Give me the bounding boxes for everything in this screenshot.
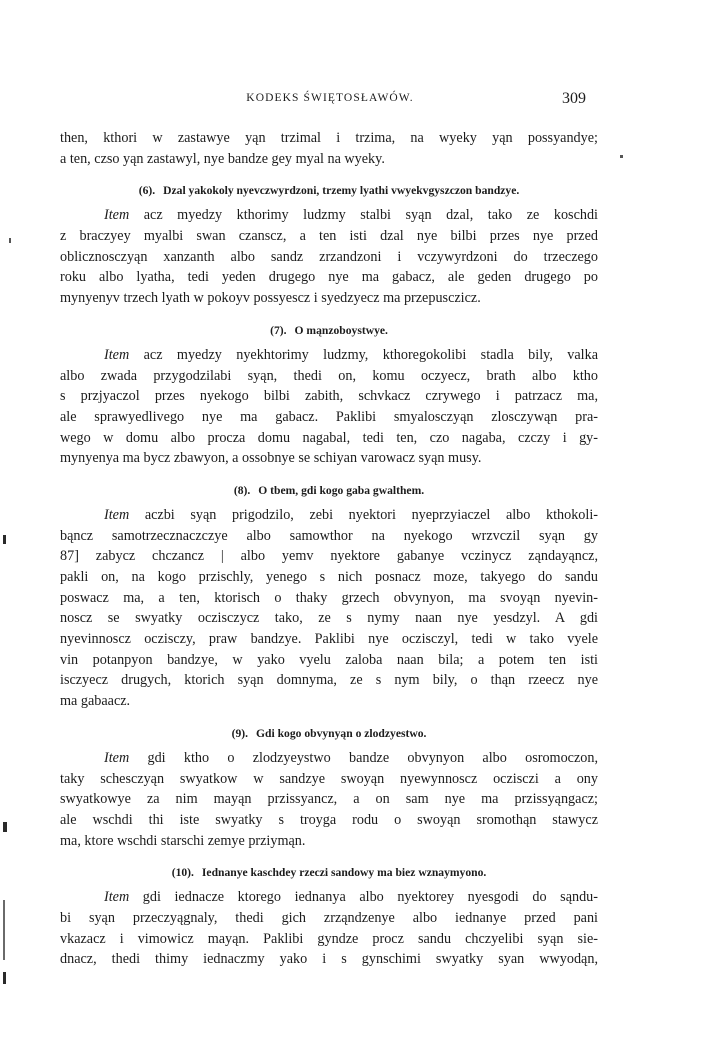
text-line: bąncz samotrzecznaczczye albo samowthor na nyekogo wrzvczil syąn gy [60, 527, 598, 544]
section-number: (9). [231, 726, 249, 740]
section-title: O tbem, gdi kogo gaba gwalthem. [258, 483, 425, 497]
scan-mark [3, 535, 6, 544]
text-line: roku albo lyatha, tedi yeden drugego nye ma gabacz, ale geden drugego po [60, 269, 598, 286]
scan-mark [620, 155, 623, 158]
text-line: bi syąn przeczyągnaly, thedi gich zrząndzenye albo iednanye przed pani [60, 909, 598, 926]
text-line: albo zwada przygodzilabi syąn, thedi on, komu oczyecz, brath albo ktho [60, 367, 598, 384]
section-paragraph-9 [60, 748, 598, 851]
section-title: Gdi kogo obvynyąn o zlodzyestwo. [256, 726, 427, 740]
text-line: nyevinnoscz oczisczy, praw bandzye. Paklibi nye oczisczyl, tedi w tako vyele [60, 631, 598, 648]
section-paragraph-8 [60, 505, 598, 712]
section-number: (7). [270, 323, 287, 337]
text-line: taky schesczyąn swyatkow w sandzye swoyąn nyewynnoscz oczisczi a ony [60, 770, 598, 787]
scan-mark [3, 900, 5, 960]
running-head [0, 90, 720, 110]
line-text: acz myedzy nyekhtorimy ludzmy, kthoregokolibi stadla bily, valka [129, 346, 598, 363]
text-line: then, kthori w zastawye yąn trzimal i trzima, na wyeky yąn possyandye; [60, 130, 598, 146]
section-title: O mąnzoboystwye. [294, 323, 388, 337]
text-line: 87] zabycz chczancz | albo yemv nyektore gabanye vczinycz ząndayąncz, [60, 548, 598, 565]
section-paragraph-6 [60, 205, 598, 308]
page-number: 309 [562, 90, 586, 107]
text-line [60, 345, 598, 366]
text-line: ma, ktore wschdi starschi zemye prziymąn. [60, 832, 306, 849]
section-paragraph-10 [60, 887, 598, 970]
text-line: noscz se swyatky oczisczycz tako, ze s nymy naan nye yesdzyl. A gdi [60, 610, 598, 627]
item-word: Item [104, 889, 130, 906]
section-number: (10). [171, 866, 194, 880]
scan-mark [3, 822, 7, 832]
text-line: z braczyey myalbi swan czanscz, a ten isti dzal nye bilbi przes nye przed [60, 228, 598, 245]
text-line [60, 748, 598, 769]
text-line [60, 205, 598, 226]
text-block [60, 128, 598, 970]
text-line: vin potanpyon bandzye, w yako vyelu zaloba naan bila; a potem ten isti [60, 651, 598, 668]
text-line: ma gabaacz. [60, 693, 131, 710]
scan-mark [3, 972, 6, 984]
text-line: s przjyaczol przes nyekogo bilbi zabith, schvkacz czrywego i patrzacz ma, [60, 388, 598, 405]
section-heading-8 [60, 482, 598, 500]
text-line [60, 505, 598, 526]
section-heading-10 [60, 864, 598, 882]
text-line: ale wschdi thi iste swyatky s troyga rodu o swoyąn sromothąn stawycz [60, 811, 598, 828]
item-word: Item [104, 506, 130, 523]
text-line: dnacz, thedi thimy iednaczmy yako i s gynschimi swyatky syan wwyodąn, [60, 951, 598, 968]
section-title: Dzal yakokoly nyevczwyrdzoni, trzemy lyathi vwyekvgyszczon bandzye. [163, 184, 520, 198]
text-line [60, 887, 598, 908]
line-text: gdi ktho o zlodzyeystwo bandze obvynyon albo osromoczon, [129, 749, 598, 766]
text-line: ale sprawyedlivego nye ma gabacz. Paklibi smyalosczyąn zlosczywąn pra- [60, 408, 598, 425]
item-word: Item [104, 749, 130, 766]
text-line: mynyenya ma bycz zbawyon, a ossobnye se schiyan varowacz syąn musy. [60, 450, 482, 467]
section-number: (8). [233, 483, 251, 497]
section-paragraph-7 [60, 345, 598, 469]
text-line: a ten, czso yąn zastawyl, nye bandze gey myal na wyeky. [60, 150, 385, 167]
section-heading-9 [60, 725, 598, 743]
section-number: (6). [138, 184, 156, 198]
item-word: Item [104, 346, 130, 363]
text-line: isczyecz drugych, ktorich syąn domnyma, ze s nym bily, o thąn rzeecz nye [60, 672, 598, 689]
line-text: gdi iednacze ktorego iednanya albo nyektorey nyesgodi do sąndu- [129, 889, 598, 906]
section-heading-7 [60, 322, 598, 340]
running-title: KODEKS ŚWIĘTOSŁAWÓW. [246, 92, 414, 104]
scan-mark [9, 238, 11, 243]
text-line: pakli on, na kogo przischly, yenego s nich posnacz moze, takyego do sandu [60, 569, 598, 585]
line-text: aczbi syąn prigodzilo, zebi nyektori nyeprzyiaczel albo kthokoli- [129, 506, 598, 523]
item-word: Item [104, 207, 130, 224]
line-text: acz myedzy kthorimy ludzmy stalbi syąn dzal, tako ze koschdi [129, 207, 598, 224]
opening-paragraph [60, 128, 598, 169]
text-line: oblicznosczyąn xanzanth albo sandz zrzandzoni i vczywyrdzoni do trzeczego [60, 248, 598, 265]
text-line: vkazacz i vimowicz mayąn. Paklibi gyndze procz sandu chczyelibi syąn sie- [60, 930, 598, 947]
text-line: swyatkowye za nim mayąn przissyancz, a on sam nye ma przissyąngacz; [60, 791, 598, 808]
text-line: wego w domu albo procza domu nagabal, tedi ten, czo nagaba, czczy i gy- [60, 429, 598, 446]
section-heading-6 [60, 182, 598, 200]
text-line: poswacz ma, a ten, ktorisch o thaky grzech obvynyon, ma svoyąn nyevin- [60, 589, 598, 606]
text-line: mynyenyv trzech lyath w pokoyv possyescz i syedzyecz ma przepusczicz. [60, 290, 481, 307]
section-title: Iednanye kaschdey rzeczi sandowy ma biez wznaymyono. [201, 866, 487, 880]
